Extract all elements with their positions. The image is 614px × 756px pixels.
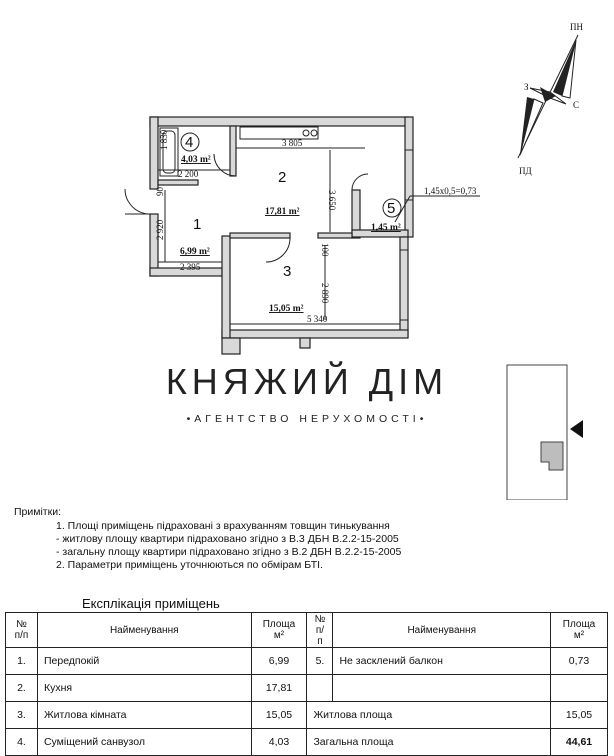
cell-num: 5. — [307, 648, 333, 675]
table-row — [6, 702, 608, 729]
room-number-1: 1 — [193, 216, 202, 233]
room-area-1: 6,99 m² — [180, 247, 210, 257]
header-name: Найменування — [333, 613, 551, 648]
header-num: № п/п — [307, 613, 333, 648]
header-name: Найменування — [37, 613, 251, 648]
note-line: 1. Площі приміщень підраховані з врахуванням товщин тинькування — [56, 520, 390, 532]
table-header-row — [6, 613, 608, 648]
cell-num: 2. — [6, 675, 38, 702]
room-number-4: 4 — [185, 134, 194, 151]
explication-table — [5, 612, 608, 756]
header-area: Площа м² — [551, 613, 608, 648]
note-line: - житлову площу квартири підраховано згідно з В.3 ДБН В.2.2-15-2005 — [56, 533, 399, 545]
room-number-2: 2 — [278, 169, 287, 186]
living-area-value: 15,05 — [551, 702, 608, 729]
cell-name: Передпокій — [37, 648, 251, 675]
cell-name: Житлова кімната — [37, 702, 251, 729]
agency-logo-name: КНЯЖИЙ ДІМ — [165, 361, 449, 402]
room-area-3: 15,05 m² — [269, 304, 304, 314]
header-num: № п/п — [6, 613, 38, 648]
cell-area: 6,99 — [251, 648, 307, 675]
cell-num: 4. — [6, 729, 38, 756]
cell-area: 15,05 — [251, 702, 307, 729]
dim-3650: 3 650 — [327, 190, 337, 211]
compass-west: З — [524, 82, 529, 92]
dim-2395: 2 395 — [180, 262, 201, 272]
cell-area: 4,03 — [251, 729, 307, 756]
dim-2200: 2 200 — [178, 169, 199, 179]
room-area-4: 4,03 m² — [181, 155, 211, 165]
compass-north: ПН — [570, 22, 583, 32]
dim-90: 90 — [155, 187, 165, 196]
dim-2890: 2 890 — [320, 283, 330, 304]
cell-area: 17,81 — [251, 675, 307, 702]
cell-num: 1. — [6, 648, 38, 675]
total-area-value: 44,61 — [551, 729, 608, 756]
plan-fixtures — [125, 127, 480, 324]
note-line: - загальну площу квартири підраховано згідно з В.2 ДБН В.2.2-15-2005 — [56, 546, 402, 558]
room-area-2: 17,81 m² — [265, 207, 300, 217]
header-area: Площа м² — [251, 613, 307, 648]
room-labels — [180, 133, 401, 314]
plan-walls — [150, 117, 413, 354]
balcony-area-formula: 1,45x0,5=0,73 — [424, 186, 477, 196]
cell-area: 0,73 — [551, 648, 608, 675]
dim-1830: 1 830 — [159, 129, 169, 150]
dim-2920: 2 920 — [155, 219, 165, 240]
dim-100: 100 — [320, 243, 330, 257]
cell-name: Не засклений балкон — [333, 648, 551, 675]
dim-5340: 5 340 — [307, 314, 328, 324]
cell-name — [333, 675, 551, 702]
table-title: Експлікація приміщень — [82, 596, 220, 611]
note-line: 2. Параметри приміщень уточнюються по обмірам БТІ. — [56, 559, 323, 571]
table-row — [6, 648, 608, 675]
cell-name: Кухня — [37, 675, 251, 702]
dim-3805: 3 805 — [282, 138, 303, 148]
room-number-3: 3 — [283, 263, 292, 280]
cell-area — [551, 675, 608, 702]
agency-logo-subtitle: •АГЕНТСТВО НЕРУХОМОСТІ• — [186, 413, 428, 425]
table-row — [6, 675, 608, 702]
cell-num: 3. — [6, 702, 38, 729]
room-area-5: 1,45 m² — [371, 223, 401, 233]
compass-icon — [518, 22, 583, 176]
notes-block — [14, 506, 401, 572]
living-area-label: Житлова площа — [307, 702, 551, 729]
table-row — [6, 729, 608, 756]
compass-east: С — [573, 100, 580, 110]
cell-name: Суміщений санвузол — [37, 729, 251, 756]
cell-num — [307, 675, 333, 702]
notes-title: Примітки: — [14, 506, 61, 518]
total-area-label: Загальна площа — [307, 729, 551, 756]
compass-south: ПД — [519, 166, 532, 176]
room-number-5: 5 — [387, 200, 396, 217]
